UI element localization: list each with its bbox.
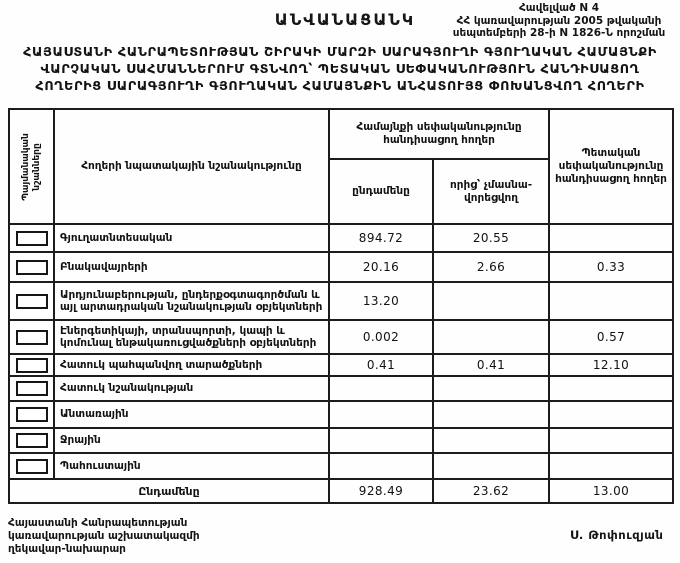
legend-cell: [9, 282, 54, 320]
table-row: [9, 224, 673, 252]
value-total: [329, 376, 433, 401]
document-subtitle: [0, 44, 680, 95]
legend-box: [16, 433, 48, 448]
value-not-privatized: [433, 376, 549, 401]
legend-box: [16, 381, 48, 396]
value-not-privatized: [433, 428, 549, 453]
value-total: 20.16: [329, 252, 433, 282]
value-total: [329, 428, 433, 453]
signatory-title: [8, 517, 200, 556]
signatory-title-line: ղեկավար-նախարար: [8, 543, 126, 555]
totals-label: Ընդամենը: [9, 479, 329, 503]
legend-box: [16, 330, 48, 345]
table-row: [9, 376, 673, 401]
land-category-label: Հատուկ պահպանվող տարածքների: [54, 354, 329, 376]
legend-cell: [9, 453, 54, 479]
legend-cell: [9, 354, 54, 376]
legend-cell: [9, 252, 54, 282]
value-state: [549, 453, 673, 479]
value-state: [549, 401, 673, 428]
subtitle-line: ՀՈՂԵՐԻՑ ՍԱՐԱԳՅՈՒՂԻ ԳՅՈՒՂԱԿԱՆ ՀԱՄԱՅՆՔԻՆ ԱՆՀԱՏՈՒՅՑ ՓՈԽԱՆՑՎՈՂ ՀՈՂԵՐԻ: [35, 79, 645, 94]
value-state: 0.57: [549, 320, 673, 354]
subtitle-line: ՎԱՐՉԱԿԱՆ ՍԱՀՄԱՆՆԵՐՈՒՄ ԳՏՆՎՈՂ՝ ՊԵՏԱԿԱՆ ՍԵՓԱԿԱՆՈՒԹՅՈՒՆ ՀԱՆԴԻՍԱՑՈՂ: [40, 62, 640, 77]
legend-cell: [9, 376, 54, 401]
table-row: [9, 354, 673, 376]
value-total: [329, 453, 433, 479]
value-state: [549, 428, 673, 453]
header-community-group: Համայնքի սեփականությունը հանդիսացող հողեր: [329, 109, 549, 159]
subtitle-line: ՀԱՅԱՍՏԱՆԻ ՀԱՆՐԱՊԵՏՈՒԹՅԱՆ ՇԻՐԱԿԻ ՄԱՐԶԻ ՍԱՐԱԳՅՈՒՂԻ ԳՅՈՒՂԱԿԱՆ ՀԱՄԱՅՆՔԻ: [23, 45, 657, 60]
value-state: [549, 224, 673, 252]
table-row: [9, 401, 673, 428]
value-not-privatized: [433, 401, 549, 428]
value-total: 0.41: [329, 354, 433, 376]
value-not-privatized: [433, 320, 549, 354]
appendix-line: Հավելված N 4: [518, 2, 600, 14]
value-state: [549, 376, 673, 401]
totals-total: 928.49: [329, 479, 433, 503]
table-row: [9, 320, 673, 354]
land-category-label: Արդյունաբերության, ընդերքօգտագործման և այլ արտադրական նշանակության օբյեկտների: [54, 282, 329, 320]
land-category-label: Գյուղատնտեսական: [54, 224, 329, 252]
document-title: ԱՆՎԱՆԱՑԱՆԿ: [274, 10, 416, 29]
legend-cell: [9, 401, 54, 428]
legend-box: [16, 260, 48, 275]
header-total: ընդամենը: [329, 159, 433, 224]
appendix-note: [444, 2, 674, 40]
value-total: 0.002: [329, 320, 433, 354]
legend-box: [16, 231, 48, 246]
totals-state: 13.00: [549, 479, 673, 503]
land-table: [8, 108, 674, 504]
appendix-line: ՀՀ կառավարության 2005 թվականի: [456, 14, 662, 27]
value-not-privatized: 20.55: [433, 224, 549, 252]
value-total: [329, 401, 433, 428]
legend-cell: [9, 224, 54, 252]
value-total: 894.72: [329, 224, 433, 252]
signatory-title-line: Հայաստանի Հանրապետության: [8, 517, 188, 529]
value-not-privatized: 0.41: [433, 354, 549, 376]
land-category-label: Պահուստային: [54, 453, 329, 479]
value-not-privatized: [433, 453, 549, 479]
land-category-label: Հատուկ նշանակության: [54, 376, 329, 401]
table-row: [9, 282, 673, 320]
signatory-title-line: կառավարության աշխատակազմի: [8, 530, 200, 542]
totals-row: [9, 479, 673, 503]
table-row: [9, 453, 673, 479]
legend-box: [16, 407, 48, 422]
signatory-name: Ս. Թոփուզյան: [570, 528, 664, 542]
header-purpose: Հողերի նպատակային նշանակությունը: [54, 109, 329, 224]
legend-cell: [9, 320, 54, 354]
value-state: 0.33: [549, 252, 673, 282]
value-total: 13.20: [329, 282, 433, 320]
header-symbols-label: Պայմանական նշանները: [20, 132, 42, 201]
legend-cell: [9, 428, 54, 453]
value-state: [549, 282, 673, 320]
value-state: 12.10: [549, 354, 673, 376]
appendix-line: սեպտեմբերի 28-ի N 1826-Ն որոշման: [452, 27, 666, 39]
table-row: [9, 428, 673, 453]
table-row: [9, 252, 673, 282]
legend-box: [16, 459, 48, 474]
header-of-which: որից՝ չմասնա-վորեցվող: [433, 159, 549, 224]
header-symbols: [9, 109, 54, 224]
value-not-privatized: [433, 282, 549, 320]
legend-box: [16, 358, 48, 373]
table-header-row-1: [9, 109, 673, 159]
value-not-privatized: 2.66: [433, 252, 549, 282]
legend-box: [16, 294, 48, 309]
totals-not-privatized: 23.62: [433, 479, 549, 503]
header-state-lands: Պետական սեփականությունը հանդիսացող հողեր: [549, 109, 673, 224]
land-category-label: Բնակավայրերի: [54, 252, 329, 282]
land-category-label: Էներգետիկայի, տրանսպորտի, կապի և կոմունալ ենթակառուցվածքների օբյեկտների: [54, 320, 329, 354]
land-category-label: Անտառային: [54, 401, 329, 428]
land-category-label: Ջրային: [54, 428, 329, 453]
